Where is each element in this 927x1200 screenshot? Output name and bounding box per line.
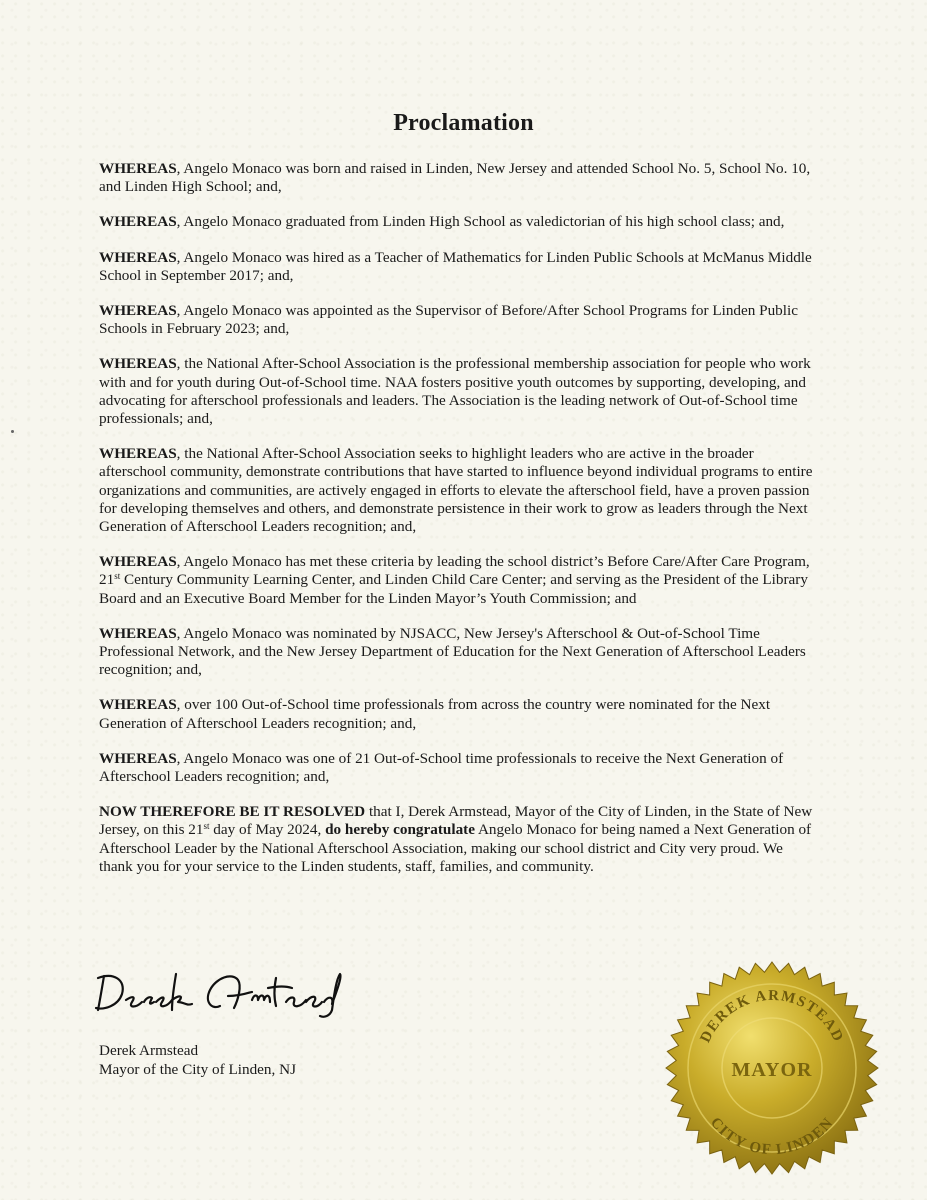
ordinal-suffix: st: [114, 571, 121, 582]
resolution-bold-phrase: do hereby congratulate: [325, 821, 475, 839]
paragraph-text: Century Community Learning Center, and Linden Child Care Center; and serving as the President of the Library Board and an Executive Board Member for the Linden Mayor’s Youth Commission; and: [99, 571, 808, 607]
gold-seal-icon: [664, 960, 880, 1176]
signer-block: [99, 1042, 296, 1079]
paragraph-text: , Angelo Monaco was hired as a Teacher of Mathematics for Linden Public Schools at McManus Middle School in September 2017; and,: [99, 248, 812, 284]
seal-center-text: MAYOR: [731, 1059, 813, 1081]
whereas-lead: WHEREAS: [99, 302, 177, 320]
paragraph-text: day of May 2024,: [209, 821, 326, 839]
paragraph-text: , Angelo Monaco was one of 21 Out-of-School time professionals to receive the Next Generation of Afterschool Leaders recognition; and,: [99, 749, 784, 786]
paragraph-text: , over 100 Out-of-School time professionals from across the country were nominated for the Next Generation of Afterschool Leaders recognition; and,: [99, 696, 771, 732]
whereas-paragraph-8: [99, 625, 815, 680]
whereas-paragraph-6: [99, 445, 815, 536]
resolution-lead: NOW THEREFORE BE IT RESOLVED: [99, 803, 366, 821]
paragraph-text: , Angelo Monaco was appointed as the Supervisor of Before/After School Programs for Linden Public Schools in February 2023; and,: [99, 302, 798, 338]
paragraph-text: , Angelo Monaco was nominated by NJSACC, New Jersey's Afterschool & Out-of-School Time Professional Network, and the New Jersey Department of Education for the Next Generation of Afterschool Leaders recognition; and,: [99, 624, 806, 679]
whereas-paragraph-5: [99, 355, 815, 428]
paragraph-text: , the National After-School Association seeks to highlight leaders who are active in the broader afterschool community, demonstrate contributions that have started to influence beyond individual programs to entire organizations and communities, are actively engaged in efforts to elevate the afterschool field, have a proven passion for developing themselves and others, and demonstrate persistence in their work to grow as leaders through the Next Generation of Afterschool Leaders recognition; and,: [99, 445, 813, 536]
whereas-lead: WHEREAS: [99, 553, 177, 571]
paragraph-text: , Angelo Monaco was born and raised in Linden, New Jersey and attended School No. 5, School No. 10, and Linden High School; and,: [99, 160, 811, 196]
whereas-paragraph-7: [99, 553, 815, 608]
whereas-lead: WHEREAS: [99, 248, 177, 266]
seal-top-text: DEREK ARMSTEAD: [697, 987, 847, 1046]
signer-title: Mayor of the City of Linden, NJ: [99, 1060, 296, 1078]
whereas-lead: WHEREAS: [99, 213, 177, 231]
paragraph-text: that I, Derek Armstead, Mayor of the City of Linden, in the State of New Jersey, on this 21: [99, 803, 813, 839]
seal-bottom-text: CITY OF LINDEN: [706, 1114, 838, 1159]
whereas-lead: WHEREAS: [99, 355, 177, 373]
whereas-lead: WHEREAS: [99, 749, 177, 767]
ordinal-suffix: st: [203, 821, 210, 832]
whereas-paragraph-3: [99, 249, 815, 285]
paragraph-text: Angelo Monaco for being named a Next Generation of Afterschool Leader by the National Afterschool Association, making our school district and City very proud. We thank you for your service to the Linden students, staff, families, and community.: [99, 821, 812, 875]
whereas-lead: WHEREAS: [99, 445, 177, 463]
signer-name: Derek Armstead: [99, 1042, 199, 1059]
paragraph-text: , Angelo Monaco has met these criteria by leading the school district’s Before Care/After Care Program, 21: [99, 553, 810, 589]
whereas-lead: WHEREAS: [99, 696, 177, 714]
whereas-paragraph-9: [99, 696, 815, 732]
whereas-lead: WHEREAS: [99, 160, 177, 177]
whereas-paragraph-1: [99, 160, 815, 196]
whereas-paragraph-10: [99, 750, 815, 786]
paragraph-text: , the National After-School Association is the professional membership association for people who work with and for youth during Out-of-School time. NAA fosters positive youth outcomes by supporting, developing, and advocating for afterschool professionals and leaders. The Association is the leading network of Out-of-School time professionals; and,: [99, 355, 811, 428]
handwritten-signature: [92, 966, 352, 1026]
whereas-paragraph-2: [99, 213, 815, 231]
page-title: Proclamation: [393, 110, 534, 136]
paragraph-text: , Angelo Monaco graduated from Linden High School as valedictorian of his high school class; and,: [176, 213, 785, 231]
whereas-lead: WHEREAS: [99, 624, 177, 642]
paper-speck: [11, 430, 14, 433]
proclamation-body: [99, 160, 815, 893]
resolution-paragraph: [99, 803, 815, 876]
whereas-paragraph-4: [99, 302, 815, 338]
